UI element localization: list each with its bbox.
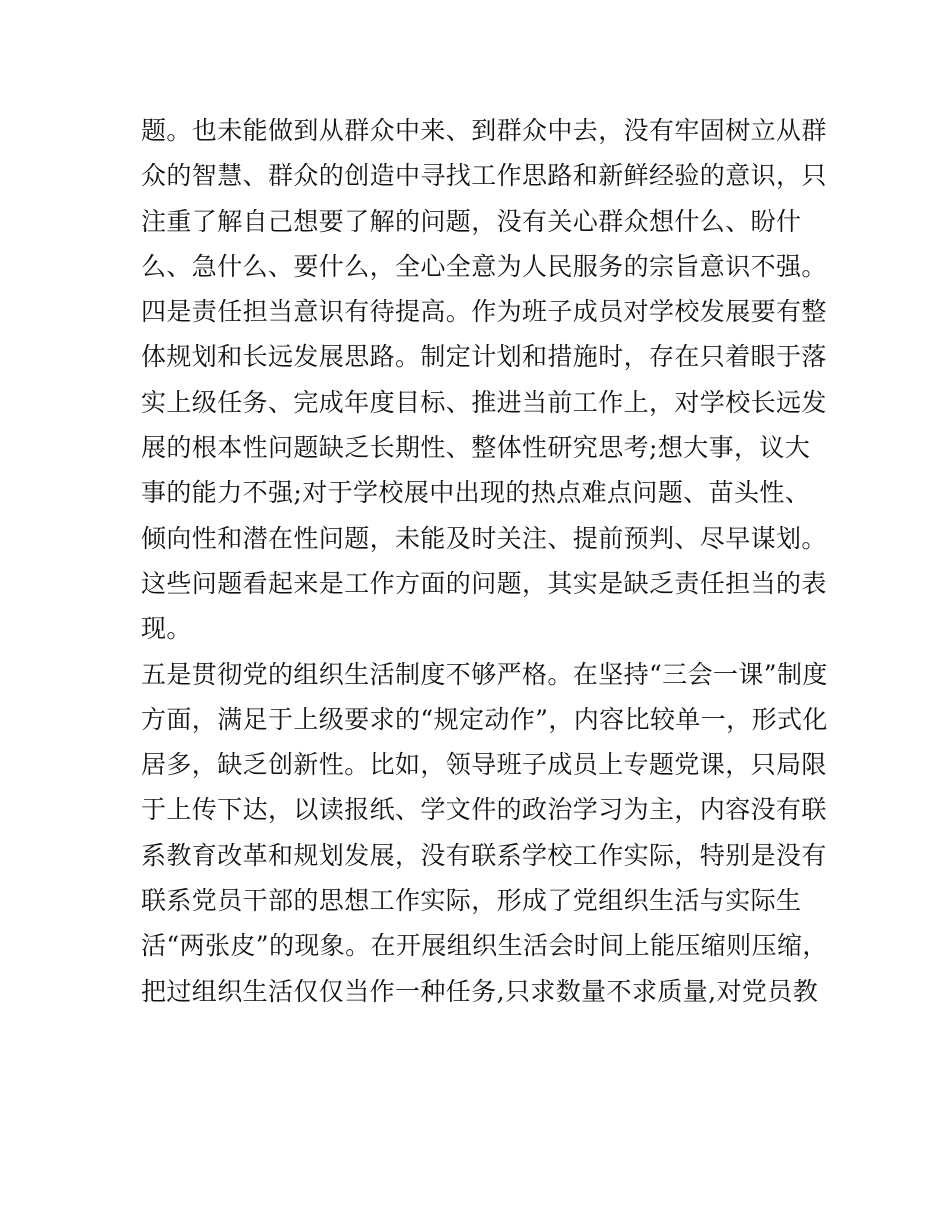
text-line: 体规划和长远发展思路。制定计划和措施时，存在只着眼于落 — [141, 342, 827, 372]
text-line: 五是贯彻党的组织生活制度不够严格。在坚持“三会一课”制度 — [141, 659, 828, 689]
text-line: 活“两张皮”的现象。在开展组织生活会时间上能压缩则压缩， — [141, 931, 828, 961]
text-line: 方面，满足于上级要求的“规定动作”，内容比较单一，形式化 — [141, 704, 828, 734]
text-line: 实上级任务、完成年度目标、推进当前工作上，对学校长远发 — [141, 387, 827, 417]
text-line: 于上传下达，以读报纸、学文件的政治学习为主，内容没有联 — [141, 795, 827, 825]
text-line: 注重了解自己想要了解的问题，没有关心群众想什么、盼什 — [141, 206, 802, 236]
body-text — [141, 108, 831, 1014]
text-line: 倾向性和潜在性问题，未能及时关注、提前预判、尽早谋划。 — [141, 523, 827, 553]
text-line: 把过组织生活仅仅当作一种任务,只求数量不求质量,对党员教 — [141, 976, 819, 1006]
text-line: 四是责任担当意识有待提高。作为班子成员对学校发展要有整 — [141, 297, 827, 327]
text-line: 事的能力不强;对于学校展中出现的热点难点问题、苗头性、 — [141, 478, 811, 508]
text-line: 系教育改革和规划发展，没有联系学校工作实际，特别是没有 — [141, 840, 827, 870]
text-line: 居多，缺乏创新性。比如，领导班子成员上专题党课，只局限 — [141, 750, 827, 780]
text-line: 这些问题看起来是工作方面的问题，其实是缺乏责任担当的表 — [141, 568, 827, 598]
text-line: 展的根本性问题缺乏长期性、整体性研究思考;想大事，议大 — [141, 433, 811, 463]
text-line: 众的智慧、群众的创造中寻找工作思路和新鲜经验的意识，只 — [141, 161, 827, 191]
text-line: 么、急什么、要什么，全心全意为人民服务的宗旨意识不强。 — [141, 251, 827, 281]
text-line: 题。也未能做到从群众中来、到群众中去，没有牢固树立从群 — [141, 116, 827, 145]
text-line: 联系党员干部的思想工作实际，形成了党组织生活与实际生 — [141, 886, 802, 916]
text-line: 现。 — [141, 614, 192, 644]
